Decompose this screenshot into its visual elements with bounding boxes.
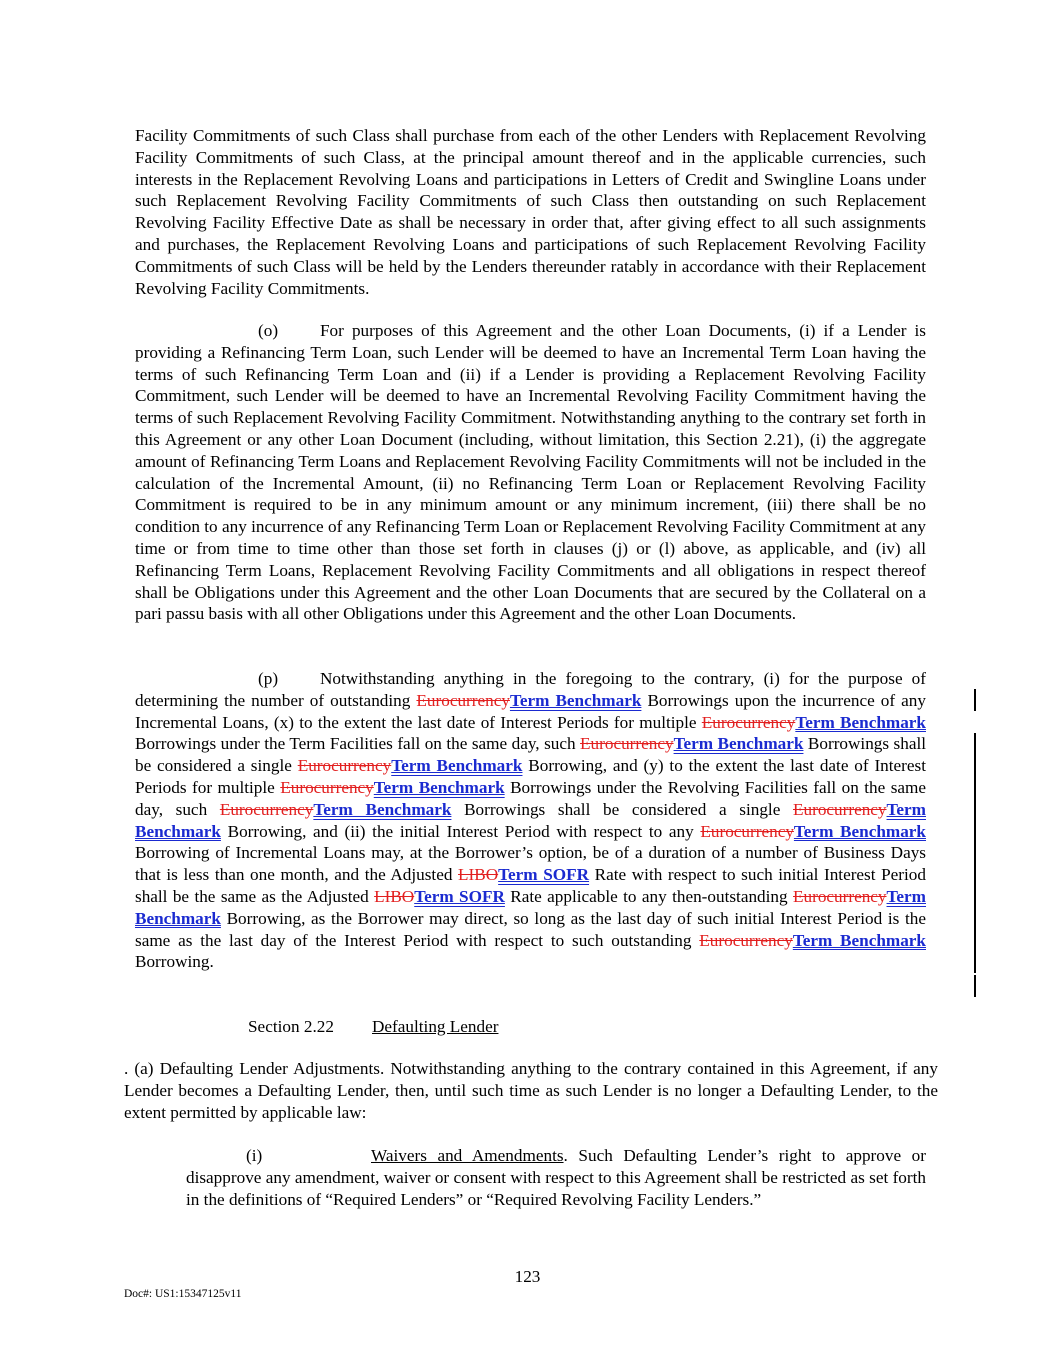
paragraph-i-label: (i): [246, 1146, 263, 1165]
section-number: Section 2.22: [248, 1017, 334, 1036]
deleted-text: Eurocurrency: [297, 756, 392, 776]
deleted-text: Eurocurrency: [793, 799, 887, 819]
deleted-text: Eurocurrency: [219, 799, 314, 819]
paragraph-i: [186, 1145, 926, 1210]
paragraph-p-text: Borrowing.: [135, 952, 214, 972]
paragraph-p-text: Rate with respect to such initial Interest Period shall be the same as the Adjusted: [135, 865, 926, 906]
paragraph-p-text: Rate applicable to any then-outstanding: [504, 886, 793, 906]
paragraph-o: [135, 320, 926, 625]
inserted-text: Term Benchmark: [135, 886, 926, 928]
change-bar: [974, 975, 976, 997]
inserted-text: Term Benchmark: [793, 821, 926, 841]
paragraph-a: . (a) Defaulting Lender Adjustments. Notwithstanding anything to the contrary contained in this Agreement, if any Lender becomes a Defaulting Lender, then, until such time as such Lender is no longer a Defaulting Lender, to the extent permitted by applicable law:: [124, 1059, 938, 1122]
change-bar: [974, 689, 976, 711]
inserted-text: Term Benchmark: [673, 734, 804, 754]
deleted-text: Eurocurrency: [280, 777, 374, 797]
paragraph-p-text: Borrowing, and (y) to the extent the last date of Interest Periods for multiple: [135, 756, 926, 797]
inserted-text: Term Benchmark: [313, 799, 452, 819]
deleted-text: Eurocurrency: [700, 821, 794, 841]
deleted-text: Eurocurrency: [701, 712, 796, 732]
deleted-text: LIBO: [374, 886, 415, 906]
inserted-text: Term Benchmark: [373, 777, 505, 797]
section-title: Defaulting Lender: [372, 1017, 499, 1036]
deleted-text: Eurocurrency: [580, 734, 674, 754]
paragraph-i-heading: Waivers and Amendments: [371, 1146, 564, 1165]
document-id: Doc#: US1:15347125v11: [124, 1288, 242, 1300]
inserted-text: Term Benchmark: [795, 712, 926, 732]
paragraph-n-continuation: Facility Commitments of such Class shall purchase from each of the other Lenders with Replacement Revolving Facility Commitments of such Class, at the principal amount thereof and in the applicable currencies, such interests in the Replacement Revolving Loans and participations in Letters of Credit and Swingline Loans under such Replacement Revolving Facility Commitments of such Class then outstanding on such Replacement Revolving Facility Effective Date as shall be necessary in order that, after giving effect to all such assignments and purchases, the Replacement Revolving Loans and participations of such Replacement Revolving Facility Commitments of such Class will be held by the Lenders thereunder ratably in accordance with their Replacement Revolving Facility Commitments.: [135, 126, 926, 298]
paragraph-p-text: Borrowing, as the Borrower may direct, so long as the last day of such initial Interest Period is the same as the last day of the Interest Period with respect to such outstanding: [135, 908, 926, 950]
change-bar: [974, 733, 976, 973]
paragraph-p-text: Borrowings under the Term Facilities fall on the same day, such: [135, 734, 581, 754]
inserted-text: Term Benchmark: [509, 690, 642, 710]
inserted-text: Term Benchmark: [792, 930, 926, 950]
page-number: 123: [514, 1267, 541, 1286]
inserted-text: Term Benchmark: [391, 756, 523, 776]
inserted-text: Term SOFR: [414, 886, 505, 906]
deleted-text: Eurocurrency: [699, 930, 793, 950]
paragraph-p-label: (p): [258, 669, 279, 688]
deleted-text: LIBO: [458, 865, 499, 885]
paragraph-p-text: Borrowings upon the incurrence of any Incremental Loans, (x) to the extent the last date of Interest Periods for multiple: [135, 690, 926, 732]
paragraph-p-text: Notwithstanding anything in the foregoing to the contrary, (i) for the purpose of determining the number of outstanding: [135, 669, 926, 710]
paragraph-p-text: Borrowings shall be considered a single: [451, 799, 793, 819]
paragraph-p: [135, 668, 926, 973]
inserted-text: Term SOFR: [498, 865, 590, 885]
paragraph-o-text: For purposes of this Agreement and the other Loan Documents, (i) if a Lender is providing a Refinancing Term Loan, such Lender will be deemed to have an Incremental Term Loan having the terms of such Refinancing Term Loan and (ii) if a Lender is providing a Replacement Revolving Facility Commitment, such Lender will be deemed to have an Incremental Revolving Facility Commitment having the terms of such Replacement Revolving Facility Commitment. Notwithstanding anything to the contrary set forth in this Agreement or any other Loan Document (including, without limitation, this Section 2.21), (i) the aggregate amount of Refinancing Term Loans and Replacement Revolving Facility Commitments will not be included in the calculation of the Incremental Amount, (ii) no Refinancing Term Loan or Replacement Revolving Facility Commitment is required to be in any minimum amount or any minimum increment, (iii) there shall be no condition to any incurrence of any Refinancing Term Loan or Replacement Revolving Facility Commitment at any time or from time to time other than those set forth in clauses (j) or (l) above, as applicable, and (iv) all Refinancing Term Loans, Replacement Revolving Facility Commitments and all obligations in respect thereof shall be Obligations under this Agreement and the other Loan Documents that are secured by the Collateral on a pari passu basis with all other Obligations under this Agreement and the other Loan Documents.: [135, 321, 926, 624]
inserted-text: Term Benchmark: [135, 799, 926, 841]
deleted-text: Eurocurrency: [793, 886, 887, 906]
deleted-text: Eurocurrency: [416, 690, 510, 710]
paragraph-p-text: Borrowings shall be considered a single: [135, 734, 927, 776]
paragraph-o-label: (o): [258, 321, 279, 340]
paragraph-i-text: . Such Defaulting Lender’s right to approve or disapprove any amendment, waiver or consent with respect to this Agreement shall be restricted as set forth in the definitions of “Required Lenders” or “Required Revolving Facility Lenders.”: [186, 1146, 926, 1209]
paragraph-p-text: Borrowing, and (ii) the initial Interest Period with respect to any: [220, 821, 701, 841]
paragraph-p-text: Borrowings under the Revolving Facilities fall on the same day, such: [135, 777, 927, 819]
section-heading: [248, 1016, 748, 1038]
paragraph-p-text: Borrowing of Incremental Loans may, at the Borrower’s option, be of a duration of a number of Business Days that is less than one month, and the Adjusted: [135, 843, 926, 885]
